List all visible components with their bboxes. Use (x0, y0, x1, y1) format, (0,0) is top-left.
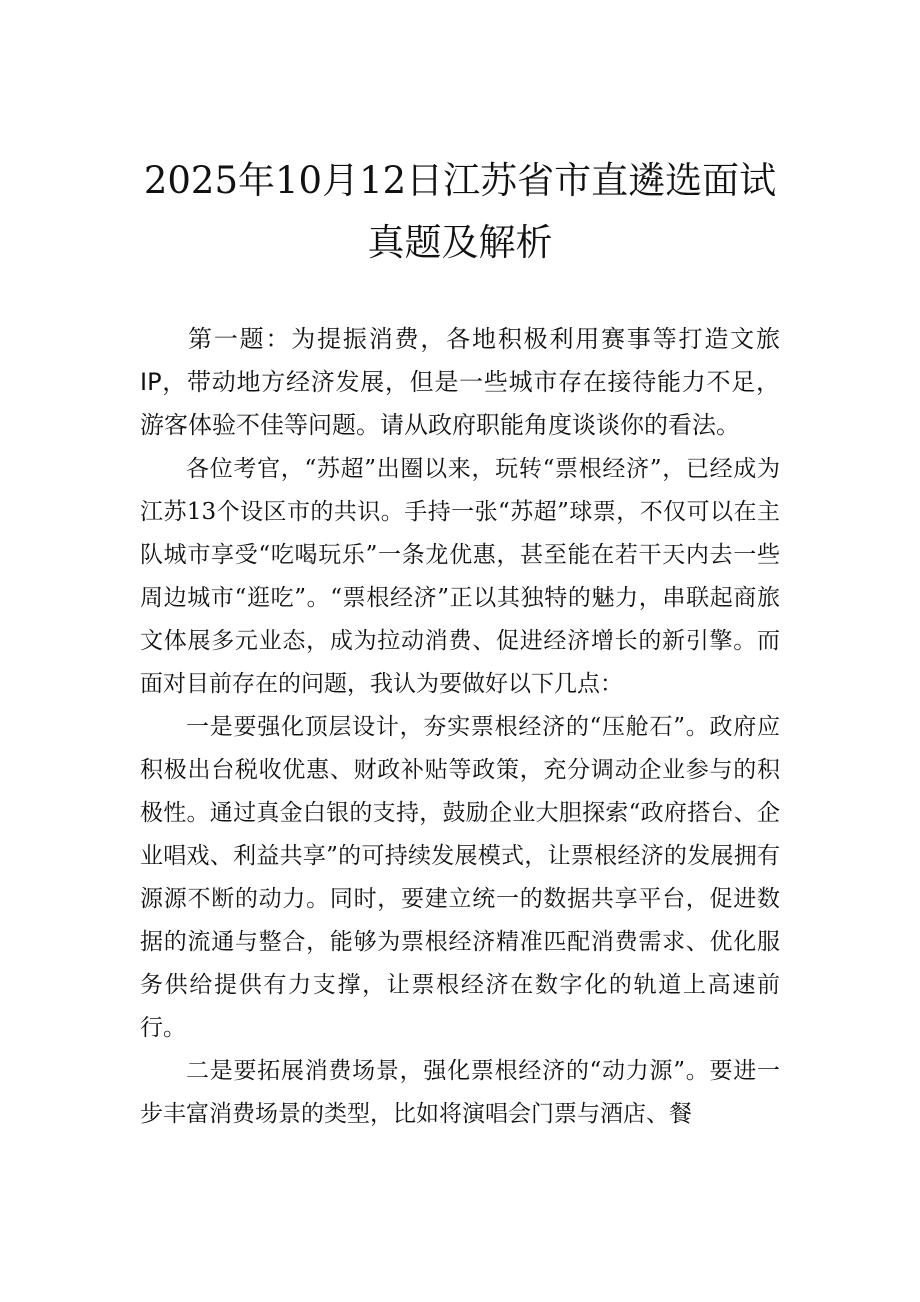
answer-paragraph-intro: 各位考官，“苏超”出圈以来，玩转“票根经济”，已经成为江苏13个设区市的共识。手持一张“苏超”球票，不仅可以在主队城市享受“吃喝玩乐”一条龙优惠，甚至能在若干天内去一些周边城市“逛吃”。“票根经济”正以其独特的魅力，串联起商旅文体展多元业态，成为拉动消费、促进经济增长的新引擎。而面对目前存在的问题，我认为要做好以下几点： (140, 456, 780, 697)
document-title: 2025年10月12日江苏省市直遴选面试真题及解析 (143, 159, 777, 264)
answer-body (140, 448, 780, 1136)
question-text: 第一题：为提振消费，各地积极利用赛事等打造文旅IP，带动地方经济发展，但是一些城市存在接待能力不足，游客体验不佳等问题。请从政府职能角度谈谈你的看法。 (140, 325, 780, 439)
answer-paragraph-point-two: 二是要拓展消费场景，强化票根经济的“动力源”。要进一步丰富消费场景的类型，比如将演唱会门票与酒店、餐 (140, 1058, 780, 1127)
answer-paragraph-point-one: 一是要强化顶层设计，夯实票根经济的“压舱石”。政府应积极出台税收优惠、财政补贴等政策，充分调动企业参与的积极性。通过真金白银的支持，鼓励企业大胆探索“政府搭台、企业唱戏、利益共享”的可持续发展模式，让票根经济的发展拥有源源不断的动力。同时，要建立统一的数据共享平台，促进数据的流通与整合，能够为票根经济精准匹配消费需求、优化服务供给提供有力支撑，让票根经济在数字化的轨道上高速前行。 (140, 714, 780, 1041)
